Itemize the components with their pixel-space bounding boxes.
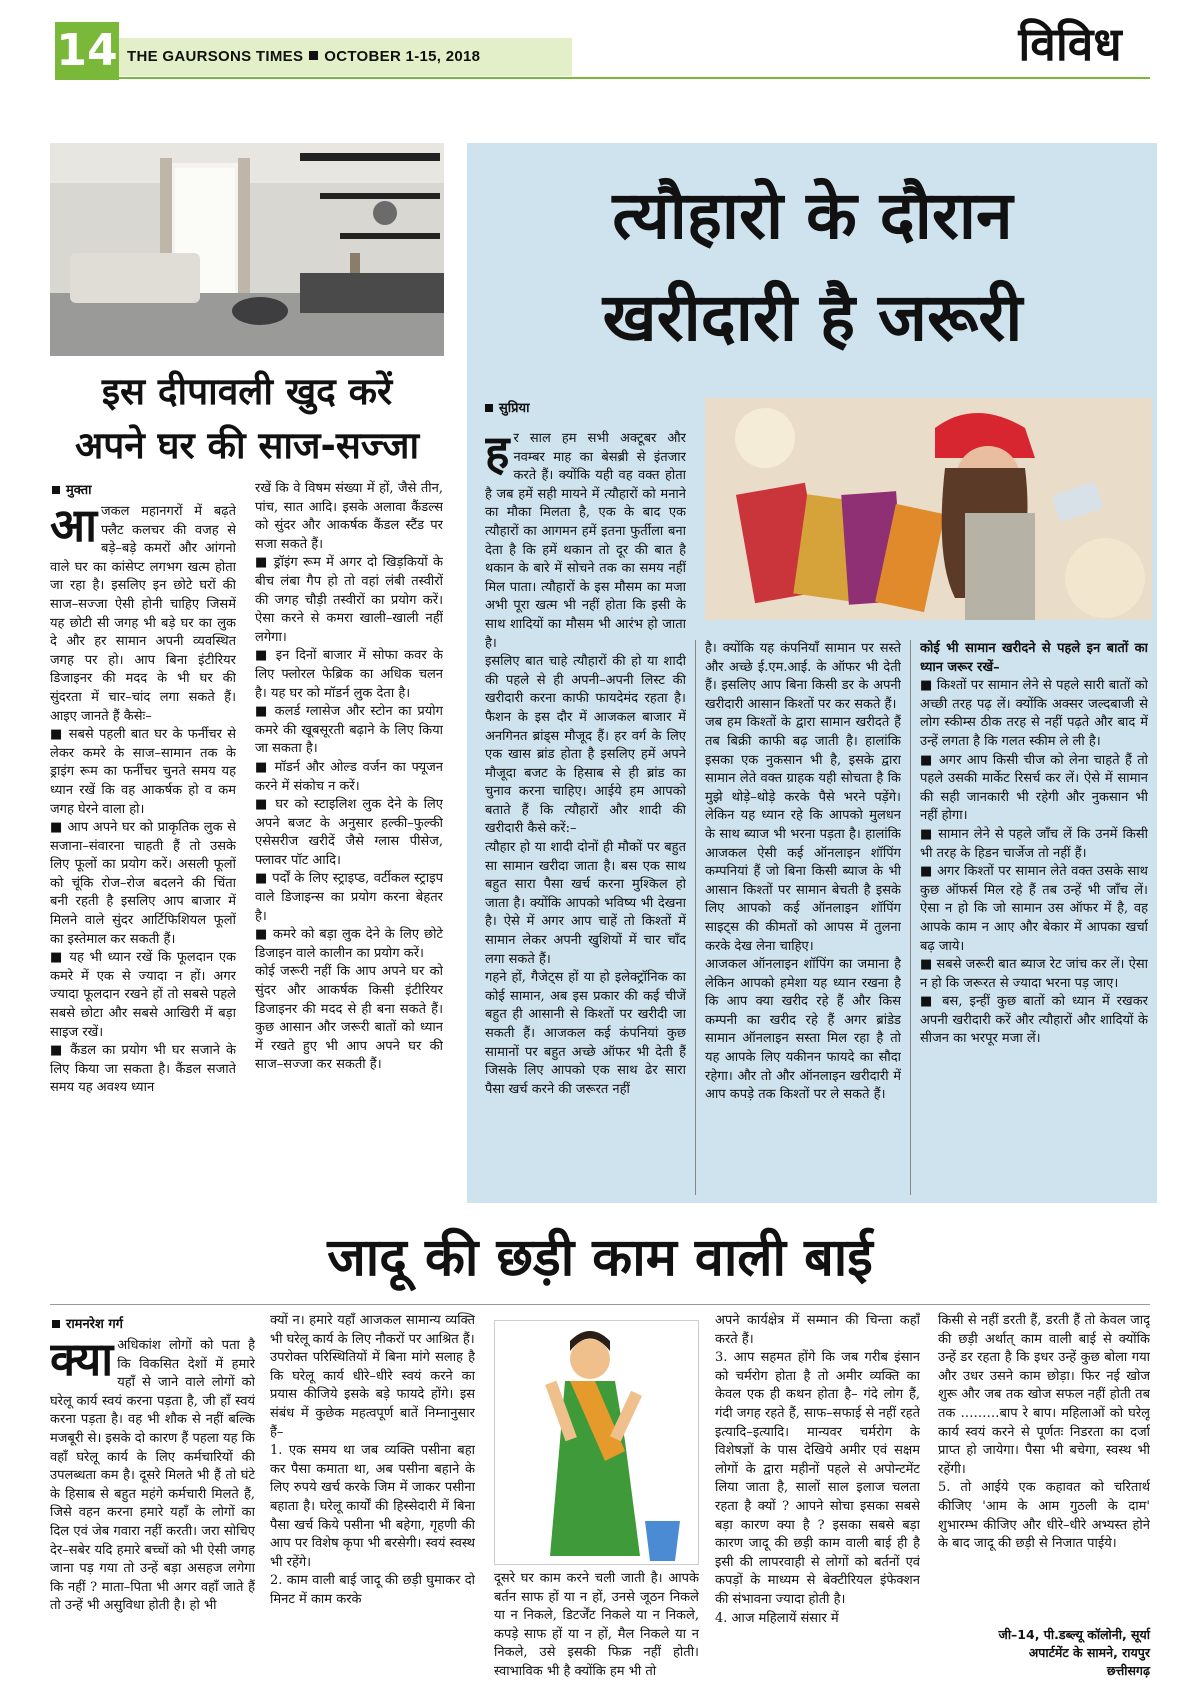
blue-headline: [480, 165, 1145, 369]
section-title: विविध: [1018, 17, 1122, 71]
left-byline: [52, 480, 92, 498]
bottom-headline: जादू की छड़ी काम वाली बाई: [327, 1228, 873, 1288]
column-rule: [695, 640, 696, 1195]
maid-in-green-sari-image: [495, 1321, 699, 1565]
page-number: 14: [55, 22, 119, 80]
bottom-col5-text: किसी से नहीं डरती हैं, डरती हैं तो केवल जादू की छड़ी अर्थात् काम वाली बाई से क्योंकि उन्हें डर रहता है कि इधर उन्हें कुछ बोला गया और उधर उसने काम छोड़ा। फिर नई खोज शुरू और जब तक खोज सफल नहीं होती तब तक ………बाप रे बाप। महिलाओं को घरेलू कार्य स्वयं करने से पूर्णतः निडरता का दर्जा प्राप्त हो जायेगा। पैसा भी बचेगा, स्वस्थ भी रहेंगी। 5. तो आईये एक कहावत को चरितार्थ कीजिए 'आम के आम गुठली के दाम' शुभारम्भ कीजिए और धीरे–धीरे अभ्यस्त होने के बाद जादू की छड़ी से निजात पाईये।: [938, 1313, 1150, 1552]
dropcap: क्या: [50, 1337, 114, 1386]
left-headline-line1: इस दीपावली खुद करें: [101, 370, 393, 413]
bottom-article-col1: [50, 1337, 255, 1696]
maid-illustration: [494, 1320, 699, 1565]
left-headline-line2: अपने घर की साज-सज्जा: [74, 424, 420, 467]
shopping-photo: [705, 398, 1152, 620]
blue-article-col2: [705, 640, 901, 1196]
bottom-article-col3: [494, 1570, 699, 1696]
bottom-headline-rule: [50, 1304, 1150, 1305]
bottom-col4-text: अपने कार्यक्षेत्र में सम्मान की चिन्ता कहाँ करते हैं। 3. आप सहमत होंगे कि जब गरीब इंसान को चर्मरोग होता है तो अमीर व्यक्ति का केवल एक ही कथन होता है– गंदे लोग हैं, गंदी जगह रहते हैं, साफ–सफाई से नहीं रहते इत्यादि–इत्यादि। मान्यवर चर्मरोग के विशेषज्ञों के पास देखिये अमीर एवं सक्षम लोगों के द्वारा महीनों पहले से अपोन्टमेंट लिया जाता है, सालों साल इलाज चलता रहता है क्यों ? आपने सोचा इसका सबसे बड़ा कारण क्या है ? इसका सबसे बड़ा कारण जादू की छड़ी काम वाली बाई ही है इसी की लापरवाही से लोगों को बर्तनों एवं कपड़ों के माध्यम से बेक्टीरियल इंफेक्शन की संभावना ज्यादा होती है। 4. आज महिलायें संसार में: [715, 1313, 920, 1626]
issue-date: OCTOBER 1-15, 2018: [324, 48, 481, 65]
blue-col2-text: है। क्योंकि यह कंपनियाँ सामान पर सस्ते और अच्छे ई.एम.आई. के ऑफर भी देती हैं। इसलिए आप बिना किसी डर के अपनी खरीदारी आसान किश्तों पर कर सकते हैं। जब हम किश्तों के द्वारा सामान खरीदते हैं तब बिक्री काफी बढ़ जाती है। हालांकि इसका एक नुकसान भी है, इसके द्वारा सामान लेते वक्त ग्राहक यही सोचता है कि मुझे थोड़े–थोड़े करके पैसे भरने पड़ेंगे। लेकिन यह ध्यान रहे कि आपको मुलधन के साथ ब्याज भी भरना पड़ता है। हालांकि आजकल ऐसी कई ऑनलाइन शॉपिंग कम्पनियां हैं जो बिना किसी ब्याज के भी आसान किश्तों पर सामान बेचती है इसके लिए आपको कई ऑनलाइन शॉपिंग साइट्स की कीमतों को आपस में तुलना करके देख लेना चाहिए। आजकल ऑनलाइन शॉपिंग का जमाना है लेकिन आपको हमेशा यह ध्यान रखना है कि आप क्या खरीद रहे हैं और किस कम्पनी का खरीद रहे हैं अगर ब्रांडेड सामान ऑनलाइन सस्ता मिल रहा है तो यह आपके लिए यकीनन फायदे का सौदा रहेगा। और तो और ऑनलाइन खरीदारी में आप कपड़े तक किश्तों पर ले सकते हैं।: [705, 641, 901, 1103]
bottom-byline-name: रामनरेश गर्ग: [66, 1317, 123, 1332]
bottom-article-col5: [938, 1312, 1150, 1617]
dropcap: आ: [50, 503, 98, 552]
left-col1-text: जकल महानगरों में बढ़ते फ्लैट कलचर की वजह से बड़े–बड़े कमरों और आंगनो वाले घर का कांसेप्ट लगभग खत्म होता जा रहा है। इसलिए इन छोटे घरों की साज–सज्जा ऐसी होनी चाहिए जिसमें यह छोटी सी जगह भी बड़े घर का लुक दे और हर सामान अपनी व्यवस्थित जगह पर हो। आप बिना इंटीरियर डिजाइनर की मदद के भी घर की सुंदरता में चार–चांद लगा सकते हैं। आइए जानते हैं कैसेः– ■ सबसे पहली बात घर के फर्नीचर से लेकर कमरे के साज–सामान तक के ड्राइंग रूम का फर्नीचर चुनते समय यह ध्यान रखें कि वह आकर्षक हो व कम जगह घेरने वाला हो। ■ आप अपने घर को प्राकृतिक लुक से सजाना–संवारना चाहती हैं तो उसके लिए फूलों का प्रयोग करें। असली फूलों को चूंकि रोज–रोज बदलने की चिंता बनी रहती है इसलिए आप बाजार में मिलने वाले सुंदर आर्टिफिशियल फूलों का इस्तेमाल कर सकती हैं। ■ यह भी ध्यान रखें कि फूलदान एक कमरे में एक से ज्यादा न हों। अगर ज्यादा फूलदान रखने हों तो सबसे पहले सबसे छोटा और सबसे आखिरी में बड़ा साइज रखें। ■ कैंडल का प्रयोग भी घर सजाने के लिए किया जा सकता है। कैंडल सजाते समय यह अवश्य ध्यान: [50, 504, 236, 1096]
author-address: [938, 1626, 1150, 1680]
left-article-col1: [50, 503, 236, 1195]
bottom-byline: [52, 1314, 123, 1332]
left-headline: [50, 365, 444, 473]
living-room-image: [50, 143, 444, 356]
left-byline-name: मुक्ता: [66, 483, 92, 498]
bottom-article-col4: [715, 1312, 920, 1696]
masthead: [119, 38, 572, 76]
dropcap: ह: [485, 430, 510, 479]
woman-with-shopping-bags-image: [705, 398, 1152, 620]
masthead-title: THE GAURSONS TIMES: [127, 48, 304, 65]
square-bullet-icon: [309, 51, 318, 60]
blue-byline-name: सुप्रिया: [499, 401, 530, 416]
author-address-line3: छत्तीसगढ़: [1106, 1663, 1150, 1678]
left-col2-text: रखें कि वे विषम संख्या में हों, जैसे तीन, पांच, सात आदि। इसके अलावा कैंडल्स को सुंदर और आकर्षक कैंडल स्टैंड पर सजा सकते हैं। ■ ड्रॉइंग रूम में अगर दो खिड़कियों के बीच लंबा गैप हो तो वहां लंबी तस्वीरों की जगह चौड़ी तस्वीरों का प्रयोग करें। ऐसा करने से कमरा खाली–खाली नहीं लगेगा। ■ इन दिनों बाजार में सोफा कवर के लिए फ्लोरल फेब्रिक का अधिक चलन है। यह घर को मॉडर्न लुक देता है। ■ कलर्ड ग्लासेज और स्टोन का प्रयोग कमरे की खूबसूरती बढ़ाने के लिए किया जा सकता है। ■ मॉडर्न और ओल्ड वर्जन का फ्यूजन करने में संकोच न करें। ■ घर को स्टाइलिश लुक देने के लिए अपने बजट के अनुसार हल्की–फुल्की एसेसरीज खरीदें जैसे ग्लास पीसेज, फ्लावर पॉट आदि। ■ पर्दों के लिए स्ट्राइप्ड, वर्टीकल स्ट्राइप वाले डिजाइन्स का प्रयोग करना बेहतर है। ■ कमरे को बड़ा लुक देने के लिए छोटे डिजाइन वाले कालीन का प्रयोग करें। कोई जरूरी नहीं कि आप अपने घर को सुंदर और आकर्षक किसी इंटीरियर डिजाइनर की मदद से ही बना सकते हैं। कुछ आसान और जरूरी बातों को ध्यान में रखते हुए भी आप अपने घर की साज–सज्जा कर सकती हैं।: [255, 481, 443, 1073]
author-address-line1: जी–14, पी.डब्ल्यू कॉलोनी, सूर्या: [998, 1627, 1150, 1642]
bottom-article-col2: [270, 1312, 475, 1696]
square-bullet-icon: [485, 404, 493, 412]
left-article-col2: [255, 480, 443, 1195]
blue-col3-text: ■ किश्तों पर सामान लेने से पहले सारी बातों को अच्छी तरह पढ़ लें। क्योंकि अक्सर जल्दबाजी से लोग स्कीम्स ठीक तरह से नहीं पढ़ते और बाद में उन्हें लगता है कि गलत स्कीम ले ली है। ■ अगर आप किसी चीज को लेना चाहते हैं तो पहले उसकी मार्केट रिसर्च कर लें। ऐसे में सामान की सही जानकारी भी रहेगी और नुकसान भी नहीं होगा। ■ सामान लेने से पहले जाँच लें कि उनमें किसी भी तरह के हिडन चार्जेज तो नहीं हैं। ■ अगर किश्तों पर सामान लेते वक्त उसके साथ कुछ ऑफर्स मिल रहे हैं तब उन्हें भी जाँच लें। ऐसा न हो कि जो सामान उस ऑफर में है, वह आपके काम न आए और बेकार में आपका खर्चा बढ़ जाये। ■ सबसे जरूरी बात ब्याज रेट जांच कर लें। ऐसा न हो कि जरूरत से ज्यादा भरना पड़ जाए। ■ बस, इन्हीं कुछ बातों को ध्यान में रखकर अपनी खरीदारी करें और त्यौहारों और शादियों के सीजन का भरपूर मजा लें।: [920, 678, 1148, 1047]
bottom-col1-text: अधिकांश लोगों को पता है कि विकसित देशों में हमारे यहाँ से जाने वाले लोगों को घरेलू कार्य स्वयं करना पड़ता है, जी हाँ स्वयं करना पड़ता है। वह भी शौक से नहीं बल्कि मजबूरी से। इसके दो कारण हैं पहला यह कि वहाँ घरेलू कार्य के लिए कर्मचारियों की उपलब्धता कम है। दूसरे मिलते भी हैं तो घंटे के हिसाब से बहुत महंगे कर्मचारी मिलते हैं, जिसे वहन करना हमारे यहाँ के लोगों का दिल एवं जेब गवारा नहीं करती। जरा सोचिए देर–सबेर यदि हमारे बच्चों को भी ऐसी जगह जाना पड़ गया तो उन्हें बड़ा असहज लगेगा कि नहीं ? माता–पिता भी अगर वहाँ जाते हैं तो उन्हें भी असुविधा होती है। हो भी: [50, 1338, 255, 1614]
blue-col1-text: र साल हम सभी अक्टूबर और नवम्बर माह का बेसब्री से इंतजार करते हैं। क्योंकि यही वह वक्त होता है जब हमें सही मायने में त्यौहारों को मनाने का मौका मिलता है, एक के बाद एक त्यौहारों का आगमन हमें इतना फुर्तीला बना देता है कि हमें थकान तो दूर की बात है थकान के बारे में सोचने तक का समय नहीं मिल पाता। त्यौहारों के इस मौसम का मजा अभी पूरा खत्म भी नहीं होता कि इसी के साथ शादियों का मौसम भी आरंभ हो जाता है। इसलिए बात चाहे त्यौहारों की हो या शादी की पहले से ही अपनी–अपनी लिस्ट की खरीदारी करना काफी फायदेमंद रहता है। फैशन के इस दौर में आजकल बाजार में अनगिनत ब्रांड्स मौजूद हैं। हर वर्ग के लिए एक खास ब्रांड होता है इसलिए हमें अपने मौजूदा बजट के हिसाब से ही ब्रांड का चुनाव करना चाहिए। आईये हम आपको बताते हैं कि त्यौहारों और शादी की खरीदारी कैसे करें:– त्यौहार हो या शादी दोनों ही मौकों पर बहुत सा सामान खरीदा जाता है। बस एक साथ बहुत सारा पैसा खर्च करना मुश्किल हो जाता है। क्योंकि आपको भविष्य भी देखना है। ऐसे में अगर आप चाहें तो किश्तों में सामान लेकर अपनी खुशियों में चार चाँद लगा सकते हैं। गहने हों, गैजेट्स हों या हो इलेक्ट्रॉनिक का कोई सामान, अब इस प्रकार की कई चीजें बहुत ही आसानी से किश्तों पर खरीदी जा सकती हैं। आजकल कई कंपनियां कुछ सामानों पर बहुत अच्छे ऑफर भी देती हैं जिसके लिए आपको एक साथ ढेर सारा पैसा खर्च करने की जरूरत नहीं: [485, 431, 686, 1097]
author-address-line2: अपार्टमेंट के सामने, रायपुर: [1028, 1645, 1150, 1660]
blue-byline: [485, 398, 529, 416]
blue-article-col3: [920, 640, 1148, 1196]
tips-heading: कोई भी सामान खरीदने से पहले इन बातों का ध्यान जरूर रखें–: [920, 641, 1148, 675]
bottom-col3-text: दूसरे घर काम करने चली जाती है। आपके बर्तन साफ हों या न हों, उनसे जूठन निकले या न निकले, डिटर्जेंट निकले या न निकले, कपड़े साफ हों या न हों, मैल निकले या न निकले, उसे इसकी फिक्र नहीं होती। स्वाभाविक भी है क्योंकि हम भी तो: [494, 1571, 699, 1679]
square-bullet-icon: [52, 1320, 60, 1328]
room-photo: [50, 143, 444, 356]
blue-headline-line1: त्यौहारो के दौरान: [612, 177, 1013, 254]
header-rule: [119, 77, 1150, 79]
bottom-col2-text: क्यों न। हमारे यहाँ आजकल सामान्य व्यक्ति भी घरेलू कार्य के लिए नौकरों पर आश्रित हैं। उपरोक्त परिस्थितियों में बिना मांगे सलाह है कि घरेलू कार्य धीरे–धीरे स्वयं करने का प्रयास कीजिये इसके बड़े फायदे होंगे। इस संबंध में कुछेक महत्वपूर्ण बातें निम्नानुसार हैं– 1. एक समय था जब व्यक्ति पसीना बहा कर पैसा कमाता था, अब पसीना बहाने के लिए रुपये खर्च करके जिम में जाकर पसीना बहाता है। घरेलू कार्यों की हिस्सेदारी में बिना पैसा खर्च किये पसीना भी बहेगा, गृहणी की आप पर विशेष कृपा भी बरसेगी। स्वयं स्वस्थ भी रहेंगे। 2. काम वाली बाई जादू की छड़ी घुमाकर दो मिनट में काम करके: [270, 1313, 475, 1607]
blue-headline-line2: खरीदारी है जरूरी: [602, 279, 1023, 356]
blue-article-col1: [485, 430, 686, 1196]
square-bullet-icon: [52, 486, 60, 494]
column-rule: [910, 640, 911, 1195]
